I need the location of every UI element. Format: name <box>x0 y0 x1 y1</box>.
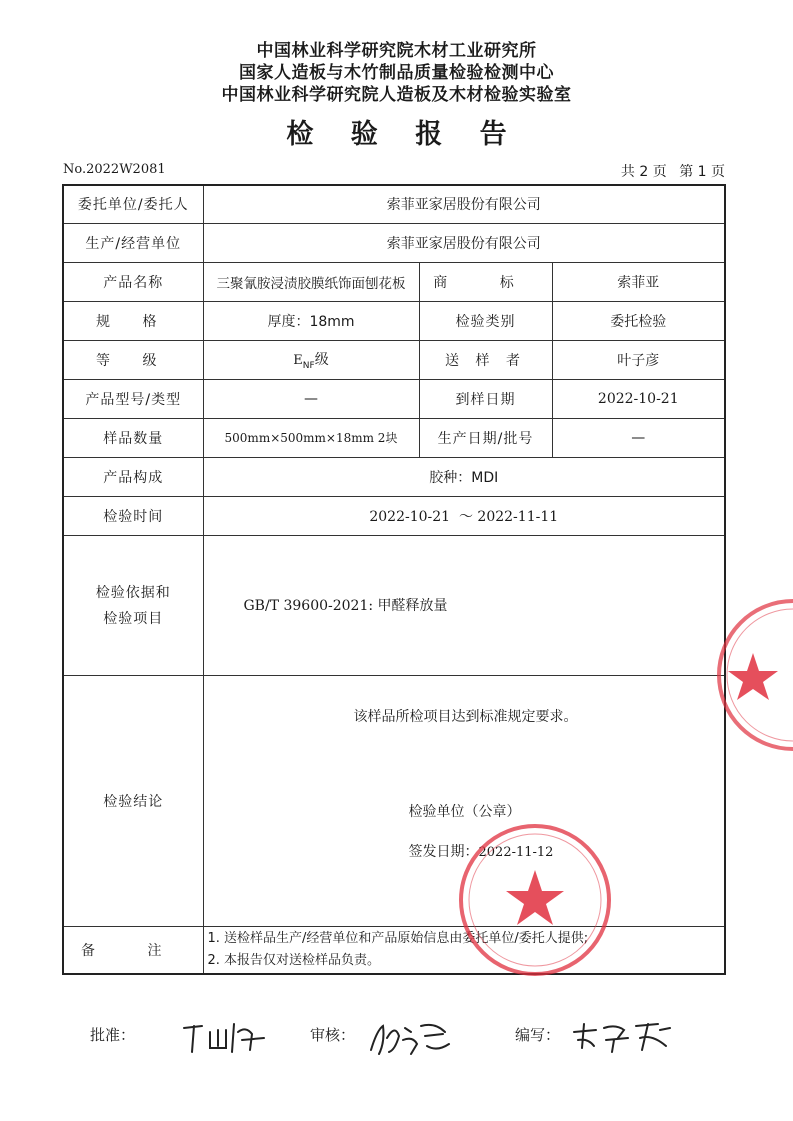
compile-signature-icon <box>570 1018 680 1054</box>
grade-suffix: 级 <box>314 351 329 368</box>
inspect-unit: 检验单位（公章） <box>408 803 521 820</box>
note-1: 1. 送检样品生产/经营单位和产品原始信息由委托单位/委托人提供; <box>207 930 589 946</box>
test-time-label: 检验时间 <box>63 496 203 535</box>
producer-label: 生产/经营单位 <box>63 223 203 262</box>
conclusion-text: 该样品所检项目达到标准规定要求。 <box>353 708 578 725</box>
conclusion-cell <box>203 675 725 926</box>
client-label: 委托单位/委托人 <box>63 185 203 223</box>
issue-date-line <box>409 841 554 861</box>
issue-date: 2022-11-12 <box>478 844 554 860</box>
prod-date-value: — <box>552 418 725 457</box>
grade-sub: NF <box>302 360 315 371</box>
approve-signature-icon <box>180 1018 270 1054</box>
test-type-label: 检验类别 <box>419 301 552 340</box>
signature-row <box>90 1018 730 1058</box>
spec-value <box>203 301 419 340</box>
org-line-1: 中国林业科学研究院木材工业研究所 <box>256 41 537 61</box>
report-header <box>0 40 793 151</box>
grade-value <box>203 340 419 379</box>
sender-label: 送 样 者 <box>419 340 552 379</box>
brand-value: 索菲亚 <box>552 262 725 301</box>
page-number: 第 1 页 <box>679 164 725 180</box>
basis-value: GB/T 39600-2021: 甲醛释放量 <box>203 535 725 675</box>
composition-value: 胶种：MDI <box>203 457 725 496</box>
product-name-value: 三聚氰胺浸渍胶膜纸饰面刨花板 <box>203 262 419 301</box>
model-label: 产品型号/类型 <box>63 379 203 418</box>
basis-label-line-2: 检验项目 <box>103 611 164 627</box>
arrival-value: 2022-10-21 <box>552 379 725 418</box>
org-line-3: 中国林业科学研究院人造板及木材检验实验室 <box>221 85 572 105</box>
test-type-value: 委托检验 <box>552 301 725 340</box>
notes-cell <box>203 926 725 974</box>
model-value: — <box>203 379 419 418</box>
composition-label: 产品构成 <box>63 457 203 496</box>
conclusion-label: 检验结论 <box>63 675 203 926</box>
note-2: 2. 本报告仅对送检样品负责。 <box>207 952 381 968</box>
producer-value: 索菲亚家居股份有限公司 <box>203 223 725 262</box>
basis-label-line-1: 检验依据和 <box>95 585 171 601</box>
page-info <box>613 161 725 181</box>
total-pages: 共 2 页 <box>620 164 667 180</box>
report-table <box>62 184 726 975</box>
notes-label: 备 注 <box>63 926 203 974</box>
prod-date-label: 生产日期/批号 <box>419 418 552 457</box>
product-name-label: 产品名称 <box>63 262 203 301</box>
grade-label: 等 级 <box>63 340 203 379</box>
spec-label: 规 格 <box>63 301 203 340</box>
report-title: 检 验 报 告 <box>286 119 521 150</box>
approve-label: 批准： <box>90 1026 136 1044</box>
review-signature-icon <box>365 1018 455 1058</box>
grade-main: E <box>293 352 303 368</box>
sender-value: 叶子彦 <box>552 340 725 379</box>
test-time-value: 2022-10-21 ～ 2022-11-11 <box>203 496 725 535</box>
report-number: No.2022W2081 <box>63 162 166 177</box>
basis-label <box>63 535 203 675</box>
spec-value-text: 厚度：18mm <box>267 313 355 330</box>
arrival-label: 到样日期 <box>419 379 552 418</box>
review-label: 审核： <box>310 1026 356 1044</box>
org-line-2: 国家人造板与木竹制品质量检验检测中心 <box>239 63 554 83</box>
qty-value: 500mm×500mm×18mm 2块 <box>203 418 419 457</box>
issue-date-label: 签发日期： <box>408 843 479 860</box>
brand-label: 商 标 <box>419 262 552 301</box>
compile-label: 编写： <box>515 1026 561 1044</box>
client-value: 索菲亚家居股份有限公司 <box>203 185 725 223</box>
qty-label: 样品数量 <box>63 418 203 457</box>
